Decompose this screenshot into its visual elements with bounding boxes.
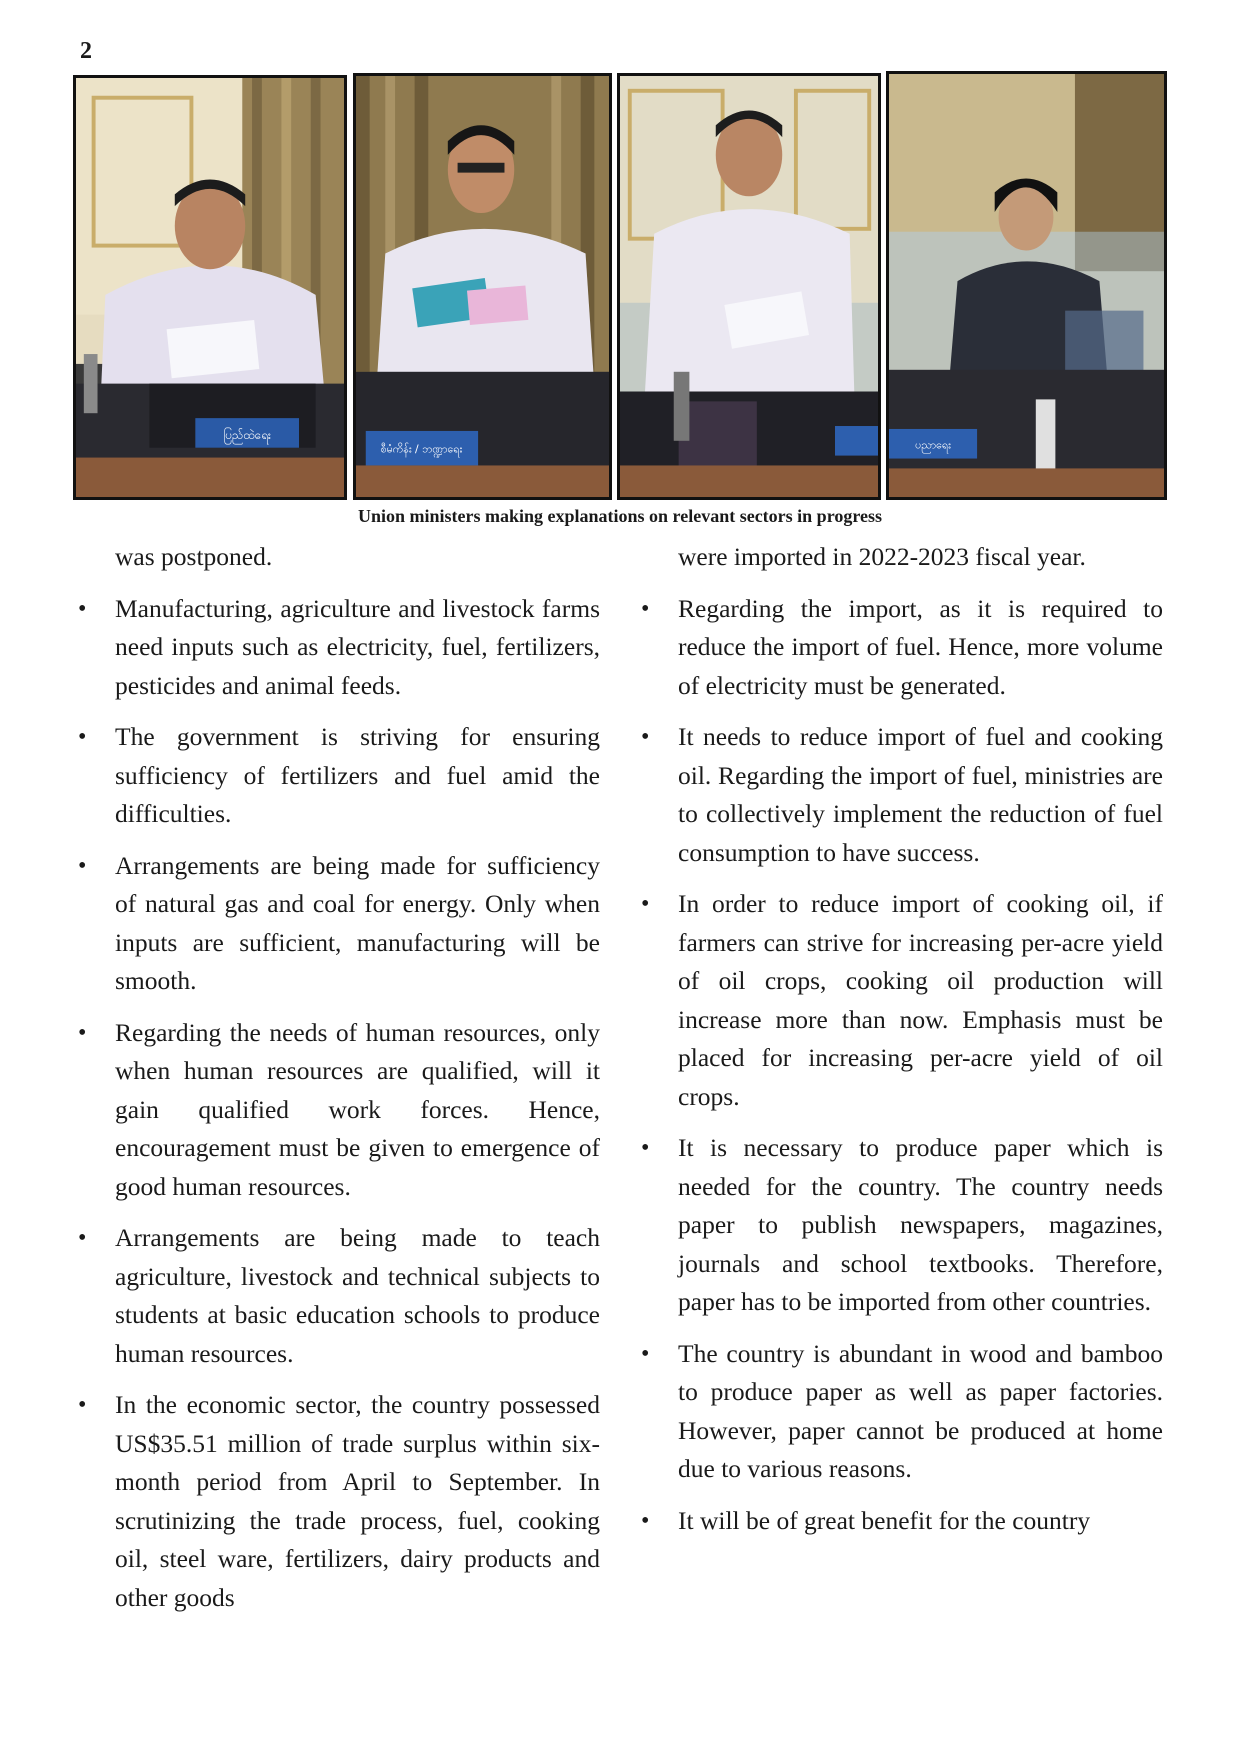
photo-minister-2-nameplate: စီမံကိန်း / ဘဏ္ဍာရေး [380, 442, 463, 456]
photo-minister-3-image [620, 76, 878, 497]
right-column-continuation: were imported in 2022-2023 fiscal year. [678, 542, 1086, 571]
bullet-item: • The government is striving for ensuring sufficiency of fertilizers and fuel amid the difficulties. [115, 718, 600, 834]
photo-minister-4-nameplate: ပညာရေး [915, 438, 951, 452]
photo-minister-3 [617, 73, 881, 500]
left-column [115, 538, 600, 1630]
left-bullet-list [115, 590, 600, 1618]
photo-minister-4-image [889, 74, 1164, 497]
left-column-continuation: was postponed. [115, 542, 273, 571]
bullet-item: • Arrangements are being made for sufficiency of natural gas and coal for energy. Only when inputs are sufficient, manufacturing will be smooth. [115, 847, 600, 1001]
bullet-item: • It needs to reduce import of fuel and cooking oil. Regarding the import of fuel, ministries are to collectively implement the reduction of fuel consumption to have success. [678, 718, 1163, 872]
photo-minister-2 [353, 73, 612, 500]
bullet-item: • The country is abundant in wood and bamboo to produce paper as well as paper factories. However, paper cannot be produced at home due to various reasons. [678, 1335, 1163, 1489]
photo-strip [0, 0, 1240, 500]
photo-caption: Union ministers making explanations on relevant sectors in progress [357, 506, 883, 526]
bullet-item: • It is necessary to produce paper which is needed for the country. The country needs paper to publish newspapers, magazines, journals and school textbooks. Therefore, paper has to be imported from other countries. [678, 1129, 1163, 1322]
bullet-item: • In order to reduce import of cooking oil, if farmers can strive for increasing per-acre yield of oil crops, cooking oil production will increase more than now. Emphasis must be placed for increasing per-acre yield of oil crops. [678, 885, 1163, 1116]
right-column [678, 538, 1163, 1553]
photo-minister-1-nameplate: ပြည်ထဲရေး [223, 427, 271, 442]
photo-minister-2-image [356, 76, 609, 497]
photo-minister-1-image [76, 78, 344, 497]
photo-minister-4 [886, 71, 1167, 500]
bullet-item: • Arrangements are being made to teach agriculture, livestock and technical subjects to students at basic education schools to produce human resources. [115, 1219, 600, 1373]
bullet-item: • Regarding the needs of human resources, only when human resources are qualified, will it gain qualified work forces. Hence, encouragement must be given to emergence of good human resources. [115, 1014, 600, 1207]
bullet-item: • Manufacturing, agriculture and livestock farms need inputs such as electricity, fuel, fertilizers, pesticides and animal feeds. [115, 590, 600, 706]
photo-minister-1 [73, 75, 347, 500]
bullet-item: • Regarding the import, as it is required to reduce the import of fuel. Hence, more volume of electricity must be generated. [678, 590, 1163, 706]
page-number: 2 [80, 38, 92, 64]
bullet-item: • In the economic sector, the country possessed US$35.51 million of trade surplus within six-month period from April to September. In scrutinizing the trade process, fuel, cooking oil, steel ware, fertilizers, dairy products and other goods [115, 1386, 600, 1617]
bullet-item: • It will be of great benefit for the country [678, 1502, 1163, 1541]
right-bullet-list [678, 590, 1163, 1541]
